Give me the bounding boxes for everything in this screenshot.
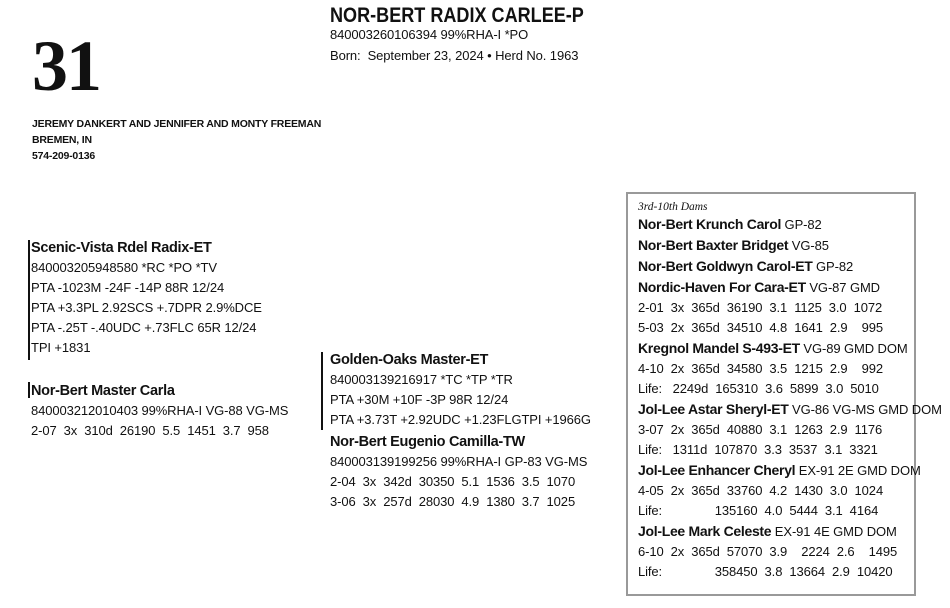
dam-entry-name: Jol-Lee Enhancer Cheryl EX-91 2E GMD DOM bbox=[638, 462, 921, 478]
dams-box bbox=[626, 192, 942, 596]
dam-block bbox=[31, 381, 288, 441]
sire-line: PTA +3.3PL 2.92SCS +.7DPR 2.9%DCE bbox=[31, 300, 262, 315]
sire-line: PTA -1023M -24F -14P 88R 12/24 bbox=[31, 280, 225, 295]
dam-entry-name: Nor-Bert Krunch Carol GP-82 bbox=[638, 216, 822, 232]
mgs-block bbox=[330, 350, 591, 430]
dam-entry-record: Life: 135160 4.0 5444 3.1 4164 bbox=[638, 503, 879, 518]
owner-city: BREMEN, IN bbox=[32, 134, 92, 146]
dam-entry-record: Life: 2249d 165310 3.6 5899 3.0 5010 bbox=[638, 381, 879, 396]
dam-line: 2-07 3x 310d 26190 5.5 1451 3.7 958 bbox=[31, 423, 269, 438]
dam-entry-name: Jol-Lee Astar Sheryl-ET VG-86 VG-MS GMD DOM bbox=[638, 401, 942, 417]
sire-line: PTA -.25T -.40UDC +.73FLC 65R 12/24 bbox=[31, 320, 257, 335]
animal-name: NOR-BERT RADIX CARLEE-P bbox=[330, 4, 584, 27]
sire-name: Scenic-Vista Rdel Radix-ET bbox=[31, 240, 212, 256]
pedigree-bracket-left bbox=[28, 240, 30, 360]
mgs-line: PTA +30M +10F -3P 98R 12/24 bbox=[330, 392, 509, 407]
dam-entry-record: 3-07 2x 365d 40880 3.1 1263 2.9 1176 bbox=[638, 422, 883, 437]
dam-entry-name: Kregnol Mandel S-493-ET VG-89 GMD DOM bbox=[638, 340, 908, 356]
dam-name: Nor-Bert Master Carla bbox=[31, 383, 175, 399]
mgd-name: Nor-Bert Eugenio Camilla-TW bbox=[330, 434, 525, 450]
sire-line: TPI +1831 bbox=[31, 340, 91, 355]
mgs-line: 840003139216917 *TC *TP *TR bbox=[330, 372, 513, 387]
pedigree-bracket-mgs bbox=[321, 352, 323, 430]
dams-heading: 3rd-10th Dams bbox=[638, 201, 708, 213]
lot-number: 31 bbox=[32, 26, 100, 106]
sire-block bbox=[31, 238, 262, 358]
mgd-line: 840003139199256 99%RHA-I GP-83 VG-MS bbox=[330, 454, 588, 469]
sire-line: 840003205948580 *RC *PO *TV bbox=[31, 260, 217, 275]
dam-entry-name: Nor-Bert Baxter Bridget VG-85 bbox=[638, 237, 829, 253]
mgs-name: Golden-Oaks Master-ET bbox=[330, 352, 489, 368]
dam-entry-record: 4-10 2x 365d 34580 3.5 1215 2.9 992 bbox=[638, 361, 883, 376]
pedigree-bracket-dam bbox=[28, 382, 30, 398]
dam-entry-record: Life: 1311d 107870 3.3 3537 3.1 3321 bbox=[638, 442, 878, 457]
dam-entry-name: Nordic-Haven For Cara-ET VG-87 GMD bbox=[638, 279, 880, 295]
dam-line: 840003212010403 99%RHA-I VG-88 VG-MS bbox=[31, 403, 289, 418]
dam-entry-name: Nor-Bert Goldwyn Carol-ET GP-82 bbox=[638, 258, 854, 274]
owner-name: JEREMY DANKERT AND JENNIFER AND MONTY FREEMAN bbox=[32, 118, 322, 130]
dam-entry-record: 4-05 2x 365d 33760 4.2 1430 3.0 1024 bbox=[638, 483, 884, 498]
dam-entry-record: 6-10 2x 365d 57070 3.9 2224 2.6 1495 bbox=[638, 544, 898, 559]
mgs-line: PTA +3.73T +2.92UDC +1.23FLGTPI +1966G bbox=[330, 412, 591, 427]
owner-phone: 574-209-0136 bbox=[32, 150, 95, 162]
animal-id-line: 840003260106394 99%RHA-I *PO bbox=[330, 27, 529, 42]
dam-entry-record: 2-01 3x 365d 36190 3.1 1125 3.0 1072 bbox=[638, 300, 883, 315]
dam-entry-name: Jol-Lee Mark Celeste EX-91 4E GMD DOM bbox=[638, 523, 897, 539]
mgd-block bbox=[330, 432, 587, 512]
animal-born-line: Born: September 23, 2024 • Herd No. 1963 bbox=[330, 48, 579, 63]
mgd-line: 2-04 3x 342d 30350 5.1 1536 3.5 1070 bbox=[330, 474, 576, 489]
dam-entry-record: Life: 358450 3.8 13664 2.9 10420 bbox=[638, 564, 893, 579]
mgd-line: 3-06 3x 257d 28030 4.9 1380 3.7 1025 bbox=[330, 494, 576, 509]
dam-entry-record: 5-03 2x 365d 34510 4.8 1641 2.9 995 bbox=[638, 320, 883, 335]
